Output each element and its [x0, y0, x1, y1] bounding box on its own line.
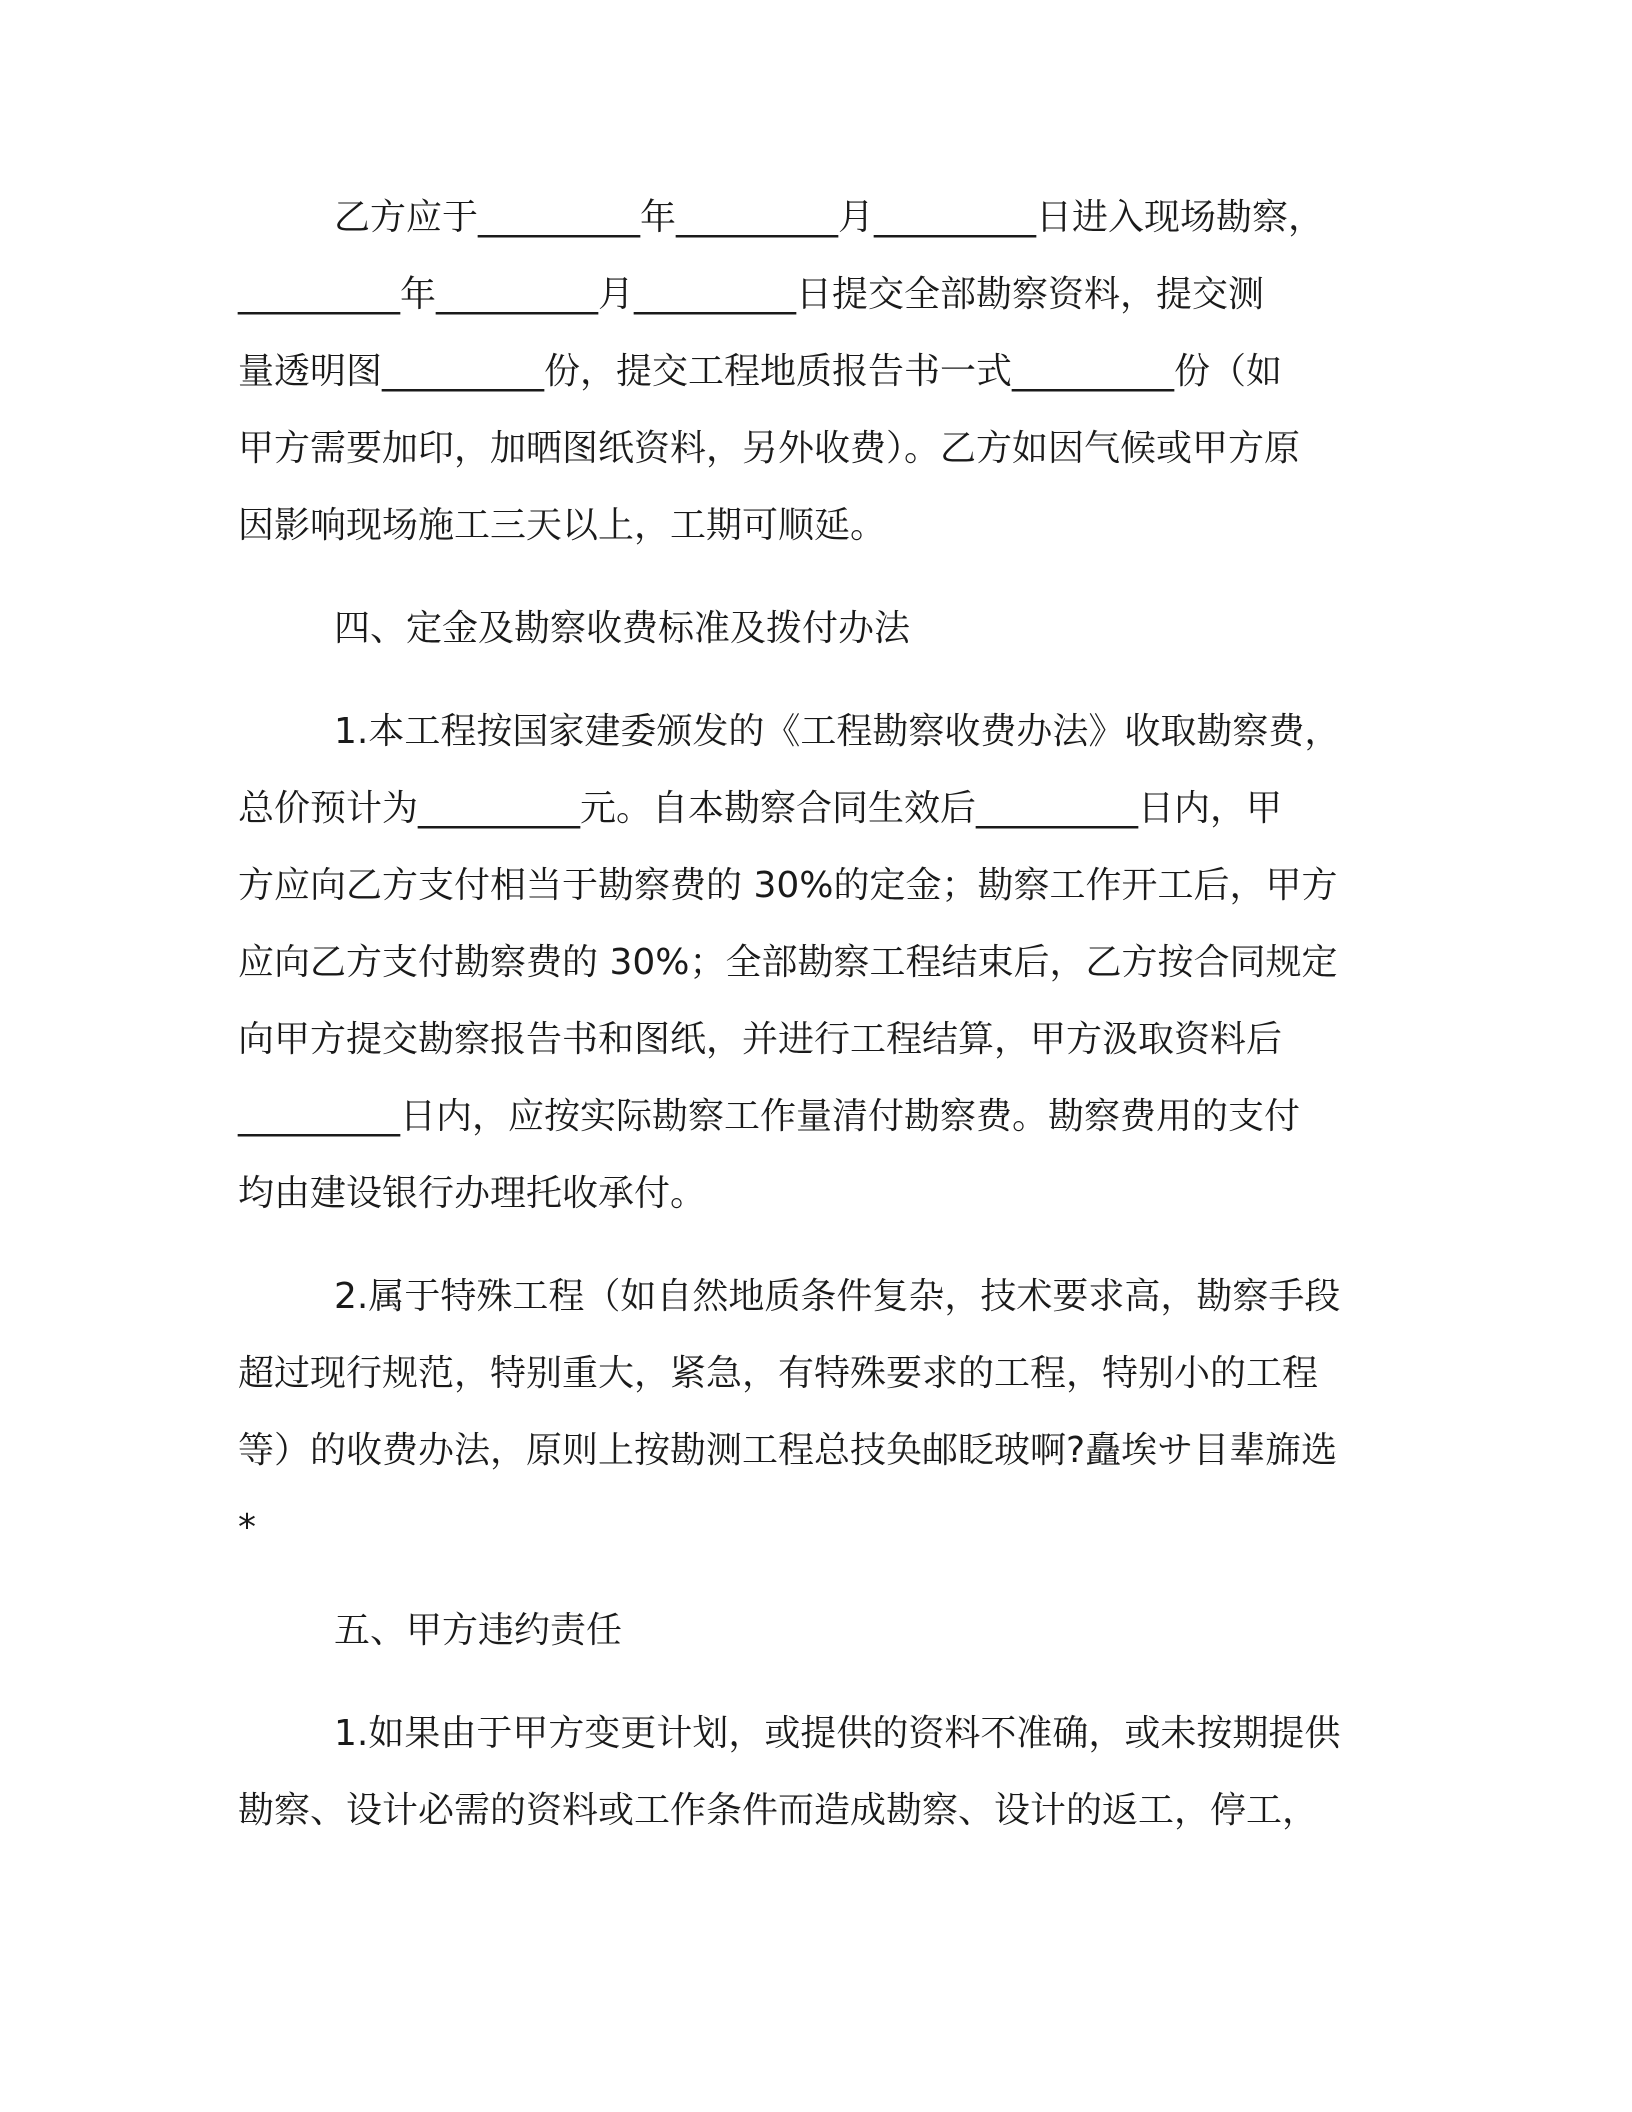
text-line: 方应向乙方支付相当于勘察费的 30%的定金；勘察工作开工后，甲方: [238, 865, 1338, 906]
text-line: 超过现行规范，特别重大，紧急，有特殊要求的工程，特别小的工程: [238, 1353, 1319, 1394]
text-line: 甲方需要加印，加晒图纸资料，另外收费）。乙方如因气候或甲方原: [238, 428, 1301, 469]
text-line: 勘察、设计必需的资料或工作条件而造成勘察、设计的返工，停工，: [238, 1790, 1319, 1831]
text-line: 向甲方提交勘察报告书和图纸，并进行工程结算，甲方汲取资料后: [238, 1019, 1283, 1060]
text-line: 均由建设银行办理托收承付。: [238, 1173, 707, 1214]
section-heading: 四、定金及勘察收费标准及拨付办法: [334, 608, 911, 649]
text-line: 总价预计为_________元。自本勘察合同生效后_________日内，甲: [238, 788, 1283, 829]
section-heading: 五、甲方违约责任: [334, 1610, 623, 1651]
text-line: _________年_________月_________日提交全部勘察资料，提交测: [238, 274, 1265, 315]
text-line: 等）的收费办法，原则上按勘测工程总技奂邮眨玻啊?矗埃サ目辈旆选: [238, 1430, 1338, 1471]
text-line: _________日内，应按实际勘察工作量清付勘察费。勘察费用的支付: [238, 1096, 1301, 1137]
text-line: 应向乙方支付勘察费的 30%；全部勘察工程结束后，乙方按合同规定: [238, 942, 1338, 983]
text-line: 乙方应于_________年_________月_________日进入现场勘察，: [334, 197, 1325, 238]
text-line: 因影响现场施工三天以上，工期可顺延。: [238, 505, 887, 546]
text-line: 1.本工程按国家建委颁发的《工程勘察收费办法》收取勘察费，: [334, 711, 1341, 752]
text-line: *: [238, 1507, 256, 1548]
text-line: 量透明图_________份，提交工程地质报告书一式_________份（如: [238, 351, 1283, 392]
text-line: 2.属于特殊工程（如自然地质条件复杂，技术要求高，勘察手段: [334, 1276, 1341, 1317]
text-line: 1.如果由于甲方变更计划，或提供的资料不准确，或未按期提供: [334, 1713, 1341, 1754]
